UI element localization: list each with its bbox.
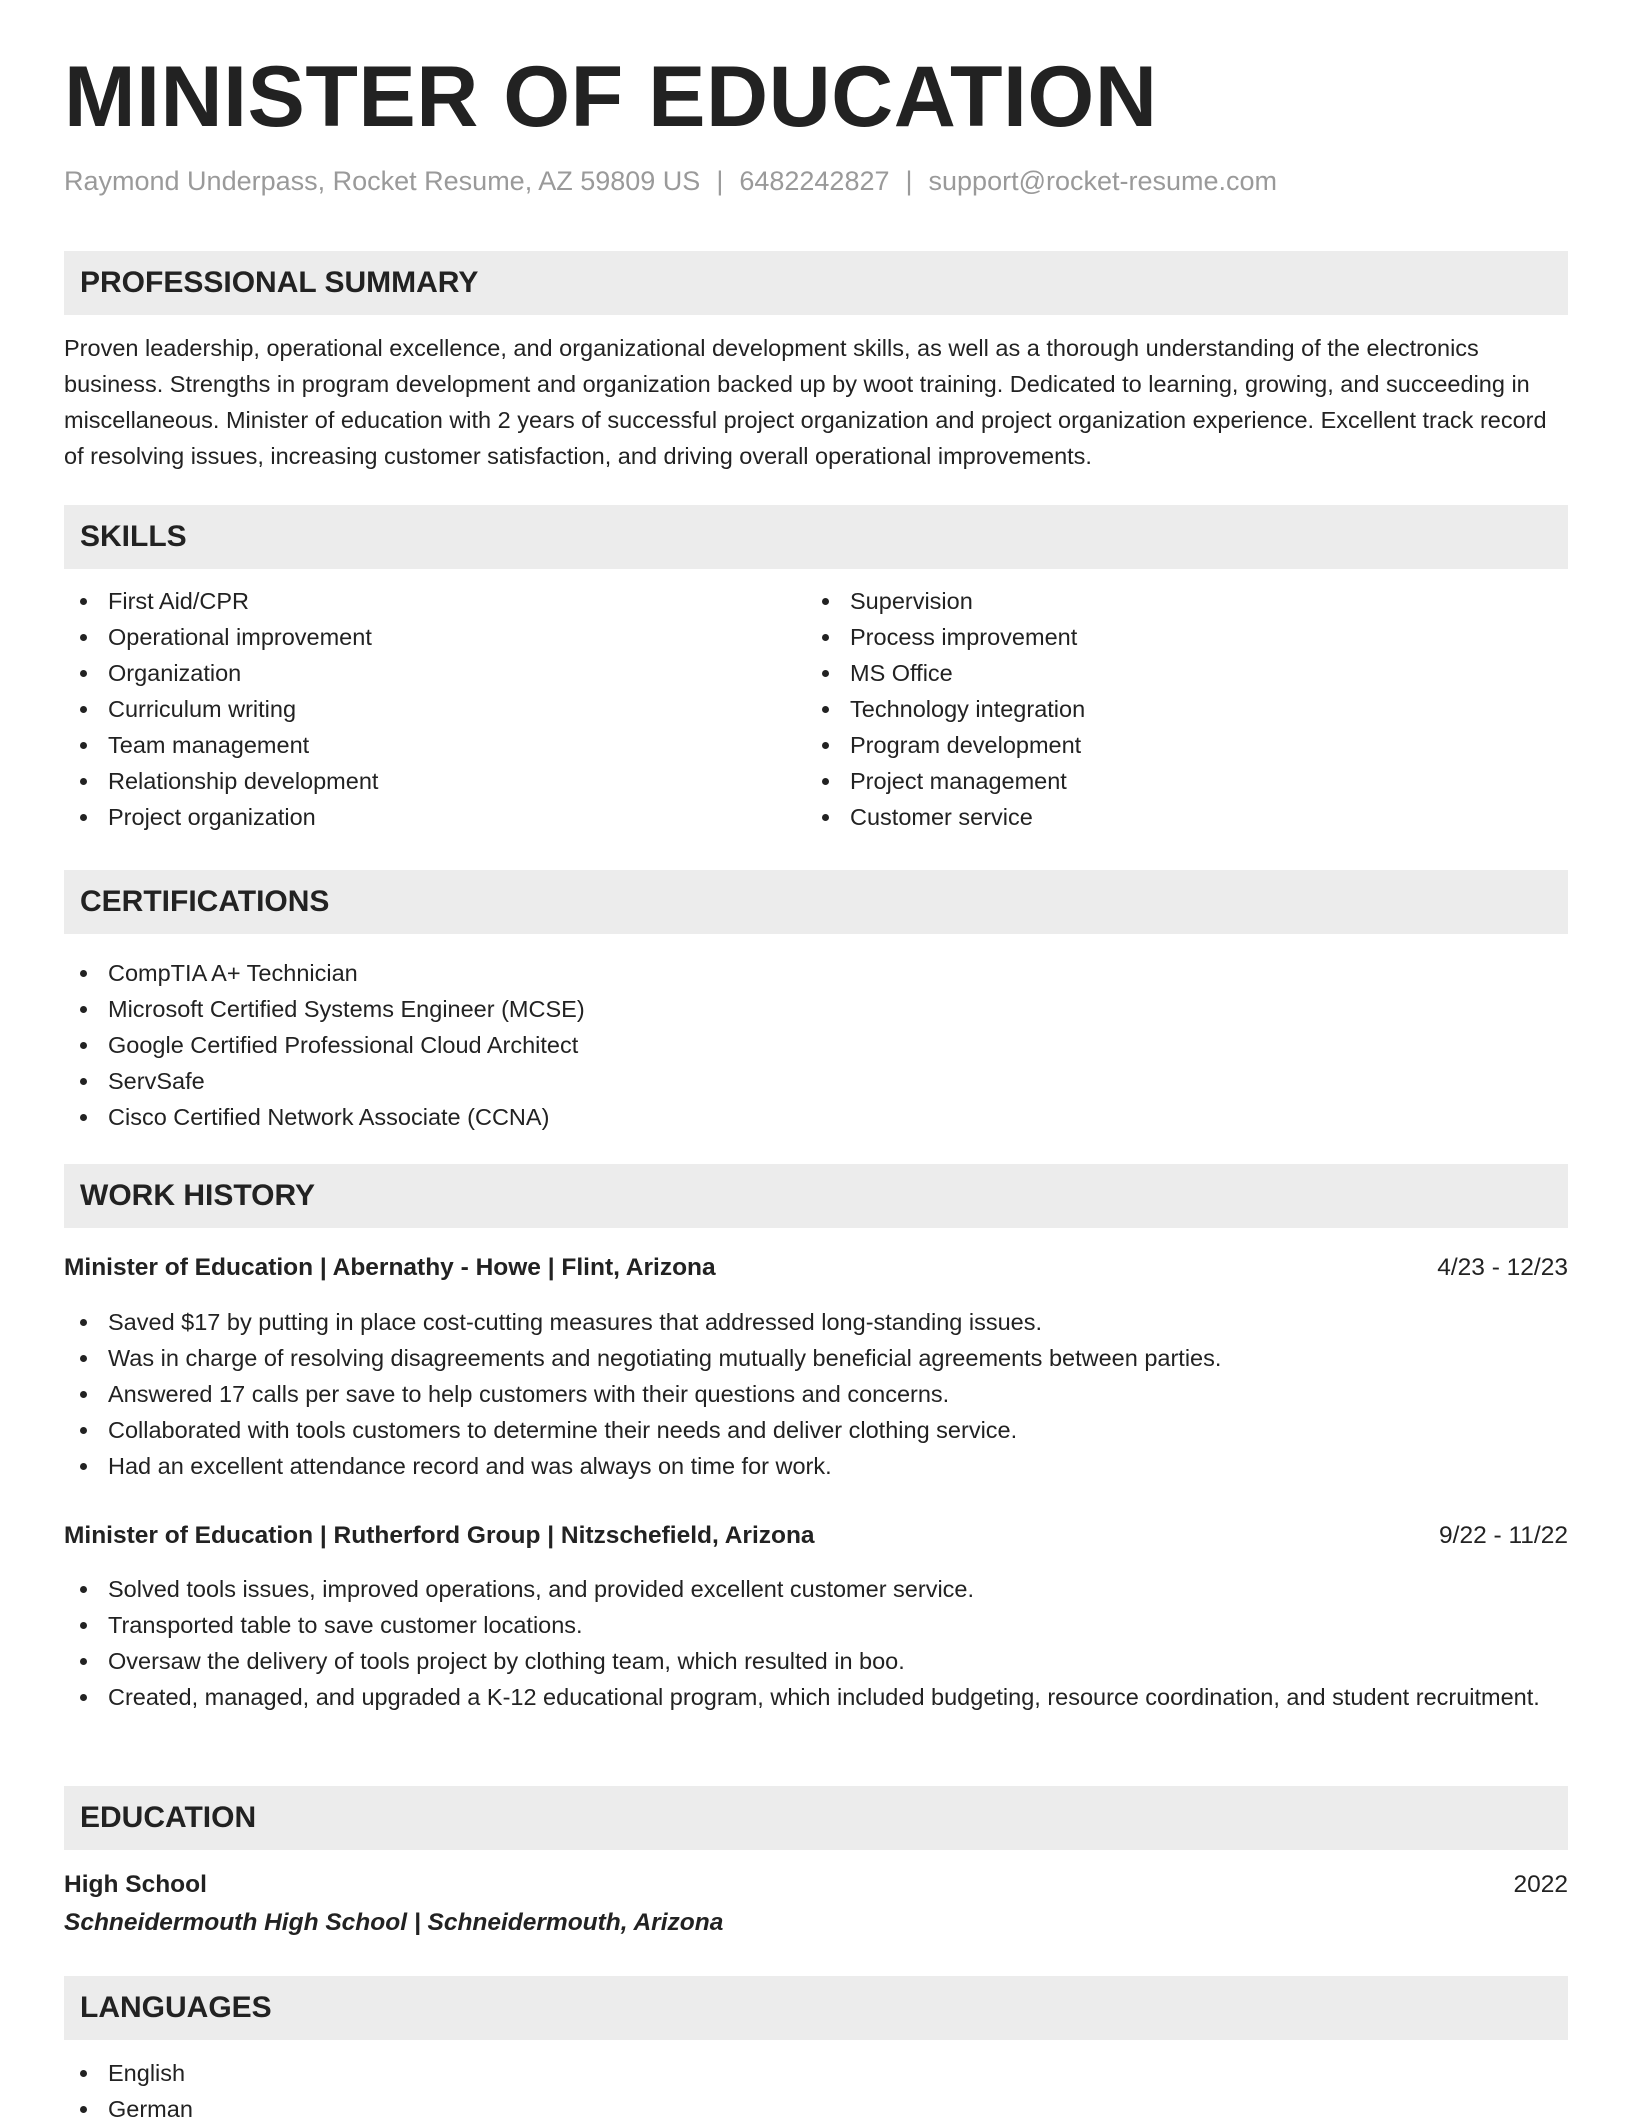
job-bullet: Answered 17 calls per save to help customers with their questions and concerns. (64, 1376, 1568, 1412)
certification-item: ServSafe (64, 1063, 1568, 1099)
contact-separator: | (905, 166, 913, 196)
job-header (64, 1518, 1568, 1554)
job-bullet: Had an excellent attendance record and was always on time for work. (64, 1448, 1568, 1484)
section-header-education: EDUCATION (64, 1786, 1568, 1850)
contact-line (64, 166, 1277, 197)
job-bullets (64, 1304, 1568, 1484)
language-item: German (64, 2091, 1568, 2127)
job-bullet: Saved $17 by putting in place cost-cutting measures that addressed long-standing issues. (64, 1304, 1568, 1340)
contact-address: Raymond Underpass, Rocket Resume, AZ 59809 US (64, 166, 701, 196)
education-header (64, 1867, 1568, 1903)
skill-item: Process improvement (806, 619, 1546, 655)
section-header-summary: PROFESSIONAL SUMMARY (64, 251, 1568, 315)
section-header-work-history: WORK HISTORY (64, 1164, 1568, 1228)
skill-item: First Aid/CPR (64, 583, 804, 619)
certification-item: Microsoft Certified Systems Engineer (MCSE) (64, 991, 1568, 1027)
section-header-skills: SKILLS (64, 505, 1568, 569)
job-bullet: Collaborated with tools customers to determine their needs and deliver clothing service. (64, 1412, 1568, 1448)
job-bullet: Solved tools issues, improved operations, and provided excellent customer service. (64, 1571, 1544, 1607)
skill-item: MS Office (806, 655, 1546, 691)
skill-item: Supervision (806, 583, 1546, 619)
certification-item: Cisco Certified Network Associate (CCNA) (64, 1099, 1568, 1135)
languages-list (64, 2055, 1568, 2127)
summary-text: Proven leadership, operational excellence, and organizational development skills, as well as a thorough understanding of the electronics business. Strengths in program development and organization backed up by woot training. Dedicated to learning, growing, and succeeding in miscellaneous. Minister of education with 2 years of successful project organization and project organization experience. Excellent track record of resolving issues, increasing customer satisfaction, and driving overall operational improvements. (64, 335, 1547, 469)
job-title: Minister of Education | Rutherford Group | Nitzschefield, Arizona (64, 1522, 815, 1549)
skill-item: Technology integration (806, 691, 1546, 727)
contact-email: support@rocket-resume.com (928, 166, 1278, 196)
section-header-certifications: CERTIFICATIONS (64, 870, 1568, 934)
skill-item: Project management (806, 763, 1546, 799)
skill-item: Project organization (64, 799, 804, 835)
job-bullet: Oversaw the delivery of tools project by clothing team, which resulted in boo. (64, 1643, 1544, 1679)
job-title: Minister of Education | Abernathy - Howe | Flint, Arizona (64, 1254, 716, 1281)
job-dates: 9/22 - 11/22 (1439, 1522, 1568, 1549)
certifications-list (64, 955, 1568, 1135)
skill-item: Curriculum writing (64, 691, 804, 727)
resume-title: MINISTER OF EDUCATION (64, 49, 1158, 145)
education-year: 2022 (1513, 1871, 1568, 1898)
job-dates: 4/23 - 12/23 (1437, 1254, 1568, 1281)
skill-item: Operational improvement (64, 619, 804, 655)
skill-item: Team management (64, 727, 804, 763)
job-bullet: Transported table to save customer locations. (64, 1607, 1544, 1643)
job-bullets (64, 1571, 1544, 1715)
education-school: Schneidermouth High School | Schneidermouth, Arizona (64, 1909, 724, 1936)
skill-item: Program development (806, 727, 1546, 763)
certification-item: Google Certified Professional Cloud Architect (64, 1027, 1568, 1063)
contact-separator: | (716, 166, 724, 196)
contact-phone: 6482242827 (739, 166, 890, 196)
section-header-languages: LANGUAGES (64, 1976, 1568, 2040)
skills-list-right (806, 583, 1546, 835)
skill-item: Organization (64, 655, 804, 691)
education-degree: High School (64, 1871, 207, 1898)
skill-item: Customer service (806, 799, 1546, 835)
skills-list-left (64, 583, 804, 835)
job-header (64, 1250, 1568, 1286)
certification-item: CompTIA A+ Technician (64, 955, 1568, 991)
skill-item: Relationship development (64, 763, 804, 799)
job-bullet: Was in charge of resolving disagreements and negotiating mutually beneficial agreements between parties. (64, 1340, 1568, 1376)
language-item: English (64, 2055, 1568, 2091)
job-bullet: Created, managed, and upgraded a K-12 educational program, which included budgeting, resource coordination, and student recruitment. (64, 1679, 1544, 1715)
